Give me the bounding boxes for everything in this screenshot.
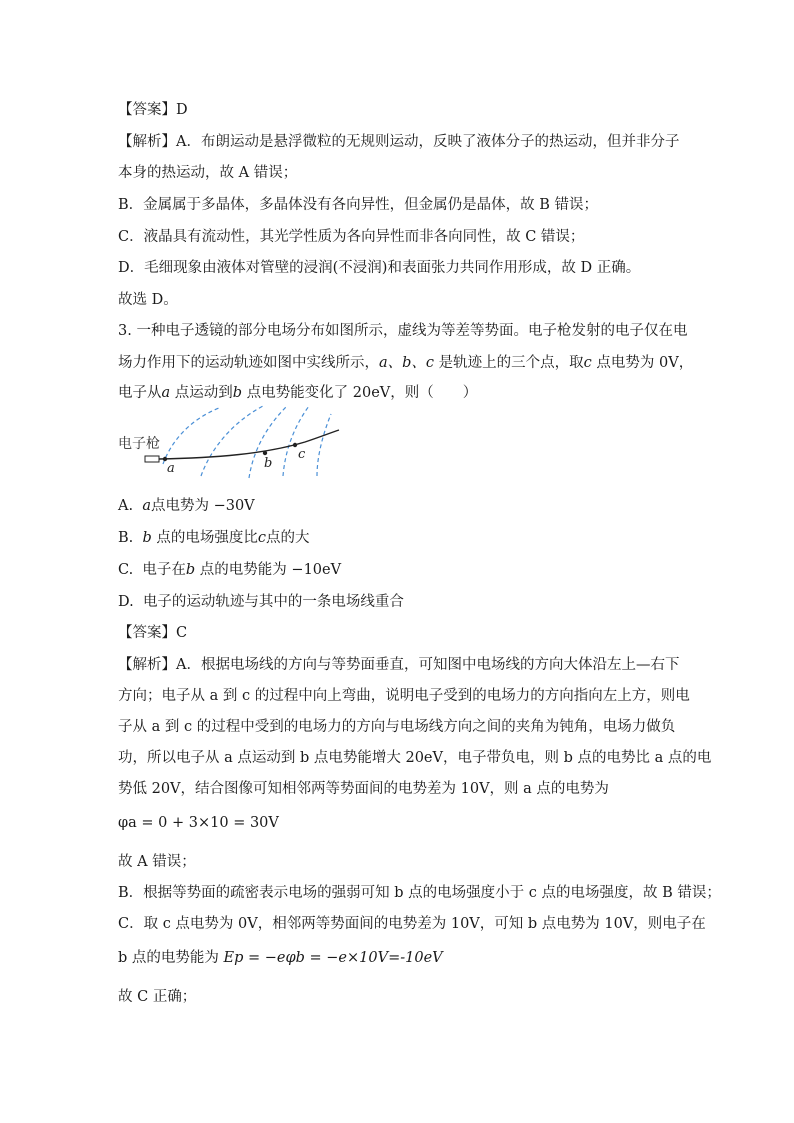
analysis-q3-option-b: B．根据等势面的疏密表示电场的强弱可知 b 点的电场强度小于 c 点的电场强度，故 B 错误； (118, 885, 721, 901)
label-a: a (167, 461, 175, 476)
question-3-stem-line-1: 3. 一种电子透镜的部分电场分布如图所示，虚线为等差等势面。电子枪发射的电子仅在电 (118, 323, 688, 339)
analysis-q2-line-1: 【解析】A．布朗运动是悬浮微粒的无规则运动，反映了液体分子的热运动，但并非分子 (118, 134, 680, 150)
question-3-stem-line-2: 场力作用下的运动轨迹如图中实线所示，a、b、c 是轨迹上的三个点，取c 点电势为 0V， (118, 355, 694, 371)
gun-label: 电子枪 (118, 436, 160, 452)
analysis-q3-line-2: 方向；电子从 a 到 c 的过程中向上弯曲，说明电子受到的电场力的方向指向左上方，则电 (118, 688, 690, 704)
electron-lens-figure (115, 400, 345, 486)
conclusion-c-right: 故 C 正确； (118, 989, 197, 1005)
option-a: A. a点电势为 −30V (118, 498, 255, 514)
analysis-q2-line-2: 本身的热运动，故 A 错误； (118, 165, 298, 181)
formula-ep: Ep = −eφb = −e×10V=-10eV (223, 950, 443, 966)
conclusion-a-wrong: 故 A 错误； (118, 854, 196, 870)
label-c: c (298, 447, 306, 462)
equipotential-5 (317, 414, 331, 476)
point-c (293, 443, 297, 447)
analysis-q3-option-c-line-1: C．取 c 点电势为 0V，相邻两等势面间的电势差为 10V，可知 b 点电势为 10V，则电子在 (118, 916, 706, 932)
field-diagram (115, 400, 345, 482)
equipotential-4 (283, 406, 309, 476)
analysis-q2-option-c: C．液晶具有流动性，其光学性质为各向异性而非各向同性，故 C 错误； (118, 229, 585, 245)
point-b (263, 451, 267, 455)
analysis-q3-line-1: 【解析】A．根据电场线的方向与等势面垂直，可知图中电场线的方向大体沿左上—右下 (118, 657, 680, 673)
option-b: B. b 点的电场强度比c点的大 (118, 530, 310, 546)
answer-label-q2: 【答案】D (118, 102, 188, 118)
analysis-q2-option-b: B．金属属于多晶体，多晶体没有各向异性，但金属仍是晶体，故 B 错误； (118, 197, 599, 213)
electron-gun-icon (145, 456, 159, 462)
question-3-stem-line-3: 电子从a 点运动到b 点电势能变化了 20eV，则（ ） (118, 385, 478, 401)
label-b: b (264, 456, 273, 471)
option-d: D. 电子的运动轨迹与其中的一条电场线重合 (118, 594, 404, 610)
trajectory (159, 430, 339, 459)
analysis-q3-line-3: 子从 a 到 c 的过程中受到的电场力的方向与电场线方向之间的夹角为钝角，电场力做负 (118, 719, 676, 735)
analysis-q3-line-4: 功，所以电子从 a 点运动到 b 点电势能增大 20eV，电子带负电，则 b 点的电势比 a 点的电 (118, 750, 712, 766)
conclusion-q2: 故选 D。 (118, 292, 178, 308)
formula-phi-a: φa = 0 + 3×10 = 30V (118, 815, 279, 831)
analysis-q2-option-d: D．毛细现象由液体对管壁的浸润(不浸润)和表面张力共同作用形成，故 D 正确。 (118, 260, 641, 276)
answer-label-q3: 【答案】C (118, 625, 188, 641)
equipotential-2 (201, 406, 263, 476)
analysis-q3-line-5: 势低 20V，结合图像可知相邻两等势面间的电势差为 10V，则 a 点的电势为 (118, 781, 609, 797)
option-c: C. 电子在b 点的电势能为 −10eV (118, 562, 342, 578)
analysis-q3-option-c-line-2: b 点的电势能为 Ep = −eφb = −e×10V=-10eV (118, 950, 443, 966)
